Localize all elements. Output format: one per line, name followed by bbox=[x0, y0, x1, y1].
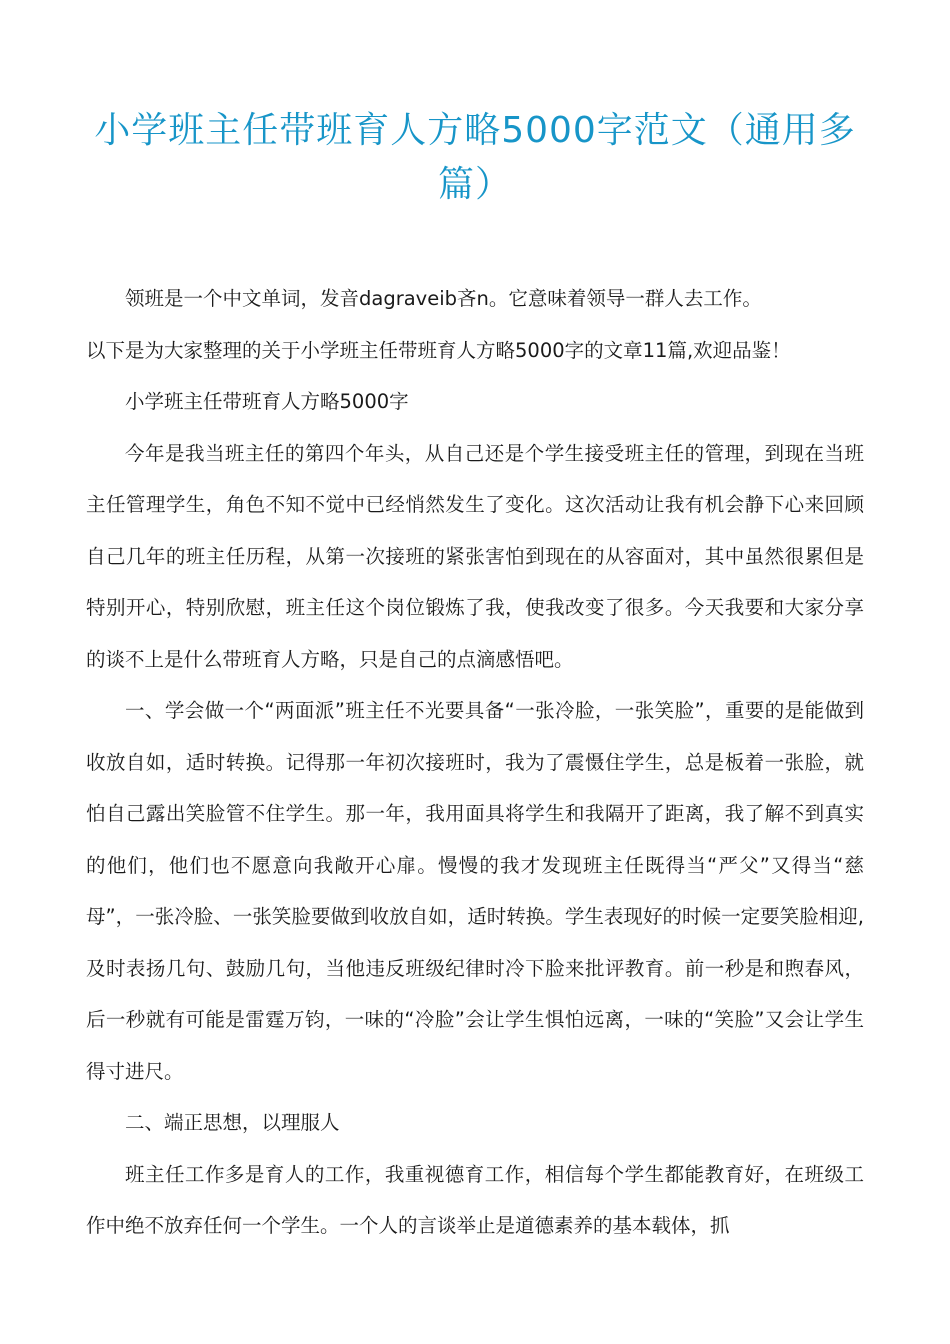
paragraph-summary: 以下是为大家整理的关于小学班主任带班育人方略5000字的文章11篇,欢迎品鉴！ bbox=[86, 338, 791, 362]
paragraph-body-1: 今年是我当班主任的第四个年头，从自己还是个学生接受班主任的管理，到现在当班主任管理学生，角色不知不觉中已经悄然发生了变化。这次活动让我有机会静下心来回顾自己几年的班主任历程，从第一次接班的紧张害怕到现在的从容面对，其中虽然很累但是特别开心，特别欣慰，班主任这个岗位锻炼了我，使我改变了很多。今天我要和大家分享的谈不上是什么带班育人方略，只是自己的点滴感悟吧。 bbox=[86, 441, 864, 671]
paragraph-subtitle: 小学班主任带班育人方略5000字 bbox=[125, 390, 409, 413]
paragraph-heading-2: 二、端正思想，以理服人 bbox=[125, 1111, 340, 1134]
document-title-text: 小学班主任带班育人方略5000字范文（通用多篇） bbox=[94, 110, 856, 205]
paragraph-body-3: 班主任工作多是育人的工作，我重视德育工作，相信每个学生都能教育好，在班级工作中绝不放弃任何一个学生。一个人的言谈举止是道德素养的基本载体，抓 bbox=[86, 1162, 864, 1237]
paragraph-body-2: 一、学会做一个“两面派”班主任不光要具备“一张冷脸，一张笑脸”，重要的是能做到收放自如，适时转换。记得那一年初次接班时，我为了震慑住学生，总是板着一张脸，就怕自己露出笑脸管不住学生。那一年，我用面具将学生和我隔开了距离，我了解不到真实的他们，他们也不愿意向我敞开心扉。慢慢的我才发现班主任既得当“严父”又得当“慈母”，一张冷脸、一张笑脸要做到收放自如，适时转换。学生表现好的时候一定要笑脸相迎,及时表扬几句、鼓励几句，当他违反班级纪律时冷下脸来批评教育。前一秒是和煦春风，后一秒就有可能是雷霆万钧，一味的“冷脸”会让学生惧怕远离，一味的“笑脸”又会让学生得寸进尺。 bbox=[86, 699, 864, 1083]
document-body bbox=[86, 273, 864, 1252]
document-title bbox=[86, 0, 864, 212]
paragraph-intro: 领班是一个中文单词，发音dagraveib吝n。它意味着领导一群人去工作。 bbox=[125, 287, 762, 310]
